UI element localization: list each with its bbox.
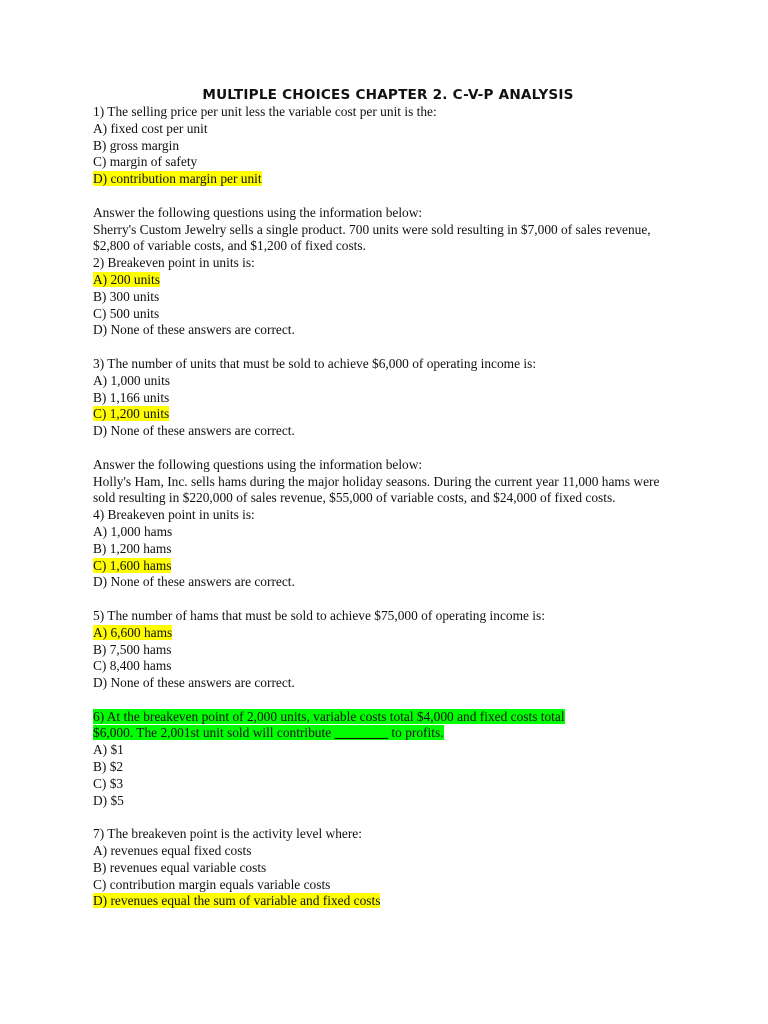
question-7-option-a: A) revenues equal fixed costs — [93, 843, 252, 859]
question-1-option-b: B) gross margin — [93, 137, 180, 153]
question-7 — [93, 826, 683, 910]
question-5-text: 5) The number of hams that must be sold to achieve $75,000 of operating income is: — [93, 607, 545, 623]
question-3-option-c-answer: C) 1,200 units — [93, 406, 170, 422]
question-7-text: 7) The breakeven point is the activity level where: — [93, 826, 362, 842]
question-5-option-c: C) 8,400 hams — [93, 658, 172, 674]
question-4-option-b: B) 1,200 hams — [93, 540, 172, 556]
question-6-option-d: D) $5 — [93, 792, 124, 808]
question-7-option-c: C) contribution margin equals variable costs — [93, 876, 331, 892]
question-1-option-a: A) fixed cost per unit — [93, 120, 208, 136]
question-1-text: 1) The selling price per unit less the variable cost per unit is the: — [93, 104, 437, 119]
question-6-text-line-2 — [93, 725, 444, 740]
question-6-option-c: C) $3 — [93, 775, 124, 791]
question-3 — [93, 356, 683, 440]
question-6-text-line-1: 6) At the breakeven point of 2,000 units, variable costs total $4,000 and fixed costs total — [93, 708, 565, 724]
document-page — [93, 86, 683, 910]
info-block-1 — [93, 205, 683, 255]
question-5 — [93, 608, 683, 692]
question-7-option-b: B) revenues equal variable costs — [93, 859, 267, 875]
question-3-option-d: D) None of these answers are correct. — [93, 423, 295, 439]
question-6-text-end: to profits. — [388, 725, 444, 741]
info-block-1-body: Sherry's Custom Jewelry sells a single product. 700 units were sold resulting in $7,000 of sales revenue, $2,800 of variable costs, and $1,200 of fixed costs. — [93, 221, 655, 254]
question-6-option-a: A) $1 — [93, 742, 124, 758]
question-4-option-a: A) 1,000 hams — [93, 523, 173, 539]
question-1-option-c: C) margin of safety — [93, 154, 198, 170]
question-6-option-b: B) $2 — [93, 759, 124, 775]
question-2-option-b: B) 300 units — [93, 288, 160, 304]
question-4-option-d: D) None of these answers are correct. — [93, 574, 295, 590]
question-2-text: 2) Breakeven point in units is: — [93, 255, 255, 271]
question-3-option-b: B) 1,166 units — [93, 389, 170, 405]
question-5-option-b: B) 7,500 hams — [93, 641, 172, 657]
question-5-option-a-answer: A) 6,600 hams — [93, 624, 173, 640]
info-block-1-intro: Answer the following questions using the information below: — [93, 204, 423, 220]
question-4-option-c-answer: C) 1,600 hams — [93, 557, 172, 573]
question-7-option-d-answer: D) revenues equal the sum of variable and fixed costs — [93, 893, 381, 909]
info-block-2-body: Holly's Ham, Inc. sells hams during the major holiday seasons. During the current year 11,000 hams were sold resulting in $220,000 of sales revenue, $55,000 of variable costs, and $24,000 of fixed costs. — [93, 473, 663, 506]
question-5-option-d: D) None of these answers are correct. — [93, 675, 295, 691]
question-2-option-d: D) None of these answers are correct. — [93, 322, 295, 338]
question-4 — [93, 507, 683, 591]
question-2-option-c: C) 500 units — [93, 305, 160, 321]
question-1 — [93, 104, 683, 188]
question-1-option-d-answer: D) contribution margin per unit — [93, 171, 262, 187]
question-4-text: 4) Breakeven point in units is: — [93, 507, 255, 523]
document-title: MULTIPLE CHOICES CHAPTER 2. C-V-P ANALYSIS — [202, 87, 574, 103]
question-6-text-start: $6,000. The 2,001st unit sold will contribute — [93, 725, 335, 741]
question-3-option-a: A) 1,000 units — [93, 372, 170, 388]
question-2 — [93, 255, 683, 339]
question-2-option-a-answer: A) 200 units — [93, 271, 160, 287]
question-6-blank: ________ — [334, 725, 389, 741]
question-3-text: 3) The number of units that must be sold to achieve $6,000 of operating income is: — [93, 355, 537, 371]
info-block-2-intro: Answer the following questions using the information below: — [93, 456, 423, 472]
question-6 — [93, 709, 683, 810]
info-block-2 — [93, 457, 683, 507]
